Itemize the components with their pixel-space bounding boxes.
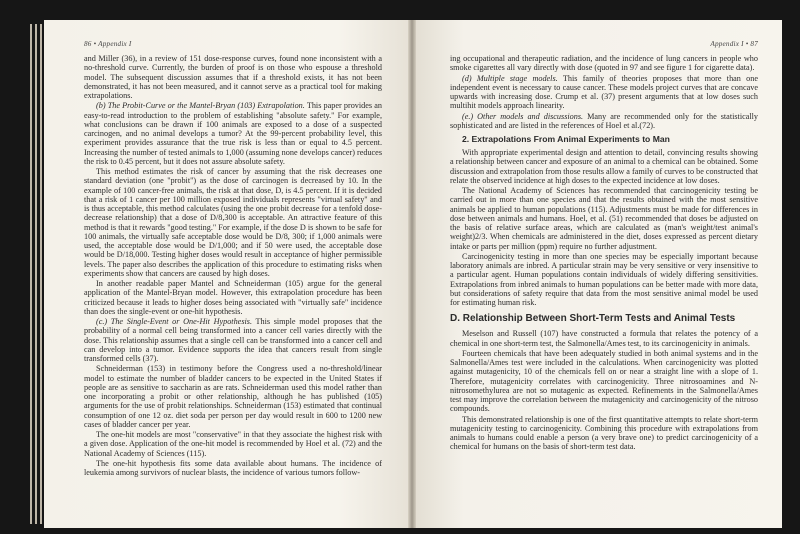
paragraph [450, 74, 758, 111]
paragraph-body: Many are recommended only for the statistically sophisticated and are listed in the references of Hoel et al.(72). [450, 111, 759, 130]
running-head-left: 86 • Appendix I [84, 40, 132, 48]
section-heading: 2. Extrapolations From Animal Experiments to Man [462, 134, 670, 144]
paragraph: This method estimates the risk of cancer by assuming that the risk decreases one standard deviation (one "probit") as the dose of carcinogen is decreased by 10. In the example of 100 cancer-free animals, the risk at that dose, D, is 4.5 percent. If it is decided that a risk of 1 cancer per 100 million exposed individuals represents "virtual safety" and is thus acceptable, this method calculates (using the one probit decrease for a tenfold dose-decrease relationship) that a dose of D/8,300 is acceptable. An attractive feature of this method is that it rewards "good testing." For example, if the dose D is shown to be safe for 100 animals, the virtually safe acceptable dose would be D/8, 300; if 1,000 animals were used, the acceptable dose would be D/1,000; and if 50 were used, the acceptable dose would be D/18,000. Testing higher doses would result in acceptance of higher permissible levels. The paper also describes the application of this procedure to estimating risks when experiments show that cancers are caused by high doses. [84, 167, 382, 278]
paragraph: In another readable paper Mantel and Schneiderman (105) argue for the general application of the Mantel-Bryan model. However, this extrapolation procedure has been criticized because it leads to higher doses being associated with "virtually safe" incidence than does the single-event or one-hit hypothesis. [84, 279, 382, 316]
paragraph: Schneiderman (153) in testimony before the Congress used a no-threshold/linear model to estimate the number of bladder cancers to be expected in the United States if people are as sensitive to saccharin as are rats. Schneiderman used this model rather than one incorporating a probit or other relationship, although he has published (105) arguments for the use of probit relationships. Schneiderman (153) estimated that continual consumption of one 12 oz. diet soda per person per day would result in 600 to 1200 new cases of bladder cancer per year. [84, 364, 382, 429]
paragraph: The one-hit hypothesis fits some data available about humans. The incidence of leukemia among survivors of nuclear blasts, the incidence of various tumors follow- [84, 458, 382, 477]
paragraph: Meselson and Russell (107) have constructed a formula that relates the potency of a chemical in one short-term test, the Salmonella/Ames test, to its carcinogenicity in animals. [450, 329, 758, 348]
paragraph: The one-hit models are most "conservative" in that they associate the highest risk with a given dose. Application of the one-hit model is recommended by Hoel et al. (72) and the National Academy of Sciences (115). [84, 430, 382, 458]
running-head-right: Appendix I • 87 [710, 40, 758, 48]
subsection-heading: (d) Multiple stage models. [462, 73, 558, 83]
subsection-heading: (e.) Other models and discussions. [462, 111, 584, 121]
subsection-heading: (c.) The Single-Event or One-Hit Hypothesis. [96, 317, 253, 326]
paragraph: With appropriate experimental design and attention to detail, convincing results showing a relationship between cancer and exposure of an animal to a chemical can be obtained. Some discussion and extrapolation from those results allow a family of curves to be constructed that relate the observed incidence at high doses to the expected incidence at low doses. [450, 148, 758, 185]
paragraph: ing occupational and therapeutic radiation, and the incidence of lung cancers in people who smoke cigarettes all vary directly with dose (quoted in 97 and see figure 1 for cigarette data). [450, 54, 758, 73]
paragraph [84, 101, 382, 166]
paragraph: This demonstrated relationship is one of the first quantitative attempts to relate short-term mutagenicity testing to carcinogenicity. Combining this procedure with extrapolations from animals to humans could enable a person (a very brave one) to predict carcinogenicity of a chemical for humans on the basis of short-term test data. [450, 414, 758, 452]
paragraph: Fourteen chemicals that have been adequately studied in both animal systems and in the Salmonella/Ames test were included in the calculations. When carcinogenicity was plotted against mutagenicity, 10 of the chemicals fell on or near a straight line with a slope of 1. Therefore, mutagenicity correlates with carcinogenicity. Three nitrosoamines and N-nitrosomethylurea are not so mutagenic as expected. Refinements in the Salmonella/Ames test may improve the correlation between the mutagenicity and carcinogenicity of the nitroso compounds. [450, 348, 758, 414]
book-gutter [408, 20, 416, 528]
subsection-heading: (b) The Probit-Curve or the Mantel-Bryan (103) Extrapolation. [96, 101, 305, 111]
paragraph-body: This simple model proposes that the probability of a normal cell being transformed into a cancer cell varies directly with the dose. This relationship assumes that a single cell can be transformed into a cancer cell and can develop into a tumor. Evidence supports the idea that cancers result from single transformed cells (37). [84, 317, 382, 363]
paragraph [84, 317, 382, 363]
left-page [44, 20, 412, 528]
paragraph [450, 112, 758, 131]
paragraph: Carcinogenicity testing in more than one species may be especially important because laboratory animals are inbred. A particular strain may be very sensitive or very insensitive to a particular agent. Human populations contain individuals of widely differing sensitivities. Extrapolations from inbred animals to human populations can be better made with more data, but considerations of safety require that data from the most sensitive animal model be used for estimating human risk. [450, 251, 758, 307]
paragraph: The National Academy of Sciences has recommended that carcinogenicity testing be carried out in more than one species and that the results obtained with the most sensitive animals be applied to human populations (115). Adjustments must be made for differences in dose between animals and humans. Hoel, et al. (51) recommended that doses be adjusted on the basis of relative surface areas, which are calculated as (man's weight/test animal's weight)2/3. When chemicals are administered in the diet, doses expressed as percent dietary intake or parts per million (ppm) require no further adjustment. [450, 186, 758, 251]
section-heading: D. Relationship Between Short-Term Tests and Animal Tests [450, 313, 736, 325]
paragraph: and Miller (36), in a review of 151 dose-response curves, found none inconsistent with a no-threshold curve. Currently, the burden of proof is on those who espouse a threshold model. The subsequent discussion assumes that if a threshold exists, it has not been demonstrated, it has not been measured, and it cannot serve as a practical tool for making extrapolations. [84, 54, 382, 100]
page-stack-edge [30, 24, 32, 524]
paragraph-body: This paper provides an easy-to-read introduction to the problem of establishing "absolute safety." For example, what conclusions can be drawn if 100 animals are exposed to a dose of a suspected carcinogen, and no animal develops a tumor? At the 99-percent probability level, this experiment provides assurance that the true risk is less than or equal to 4.5 percent. Increasing the number of tested animals to 1,000 (assuming none develops cancer) reduces the risk to 0.45 percent, but it does not assure absolute safety. [84, 101, 382, 166]
page-stack-edge [40, 24, 42, 524]
right-page [412, 20, 782, 528]
paragraph-body: This family of theories proposes that more than one independent event is necessary to cause cancer. These models project curves that are concave upwards with increasing dose. Crump et al. (37) present arguments that at low doses such multihit models approach linearity. [450, 73, 759, 111]
page-stack-edge [35, 24, 37, 524]
